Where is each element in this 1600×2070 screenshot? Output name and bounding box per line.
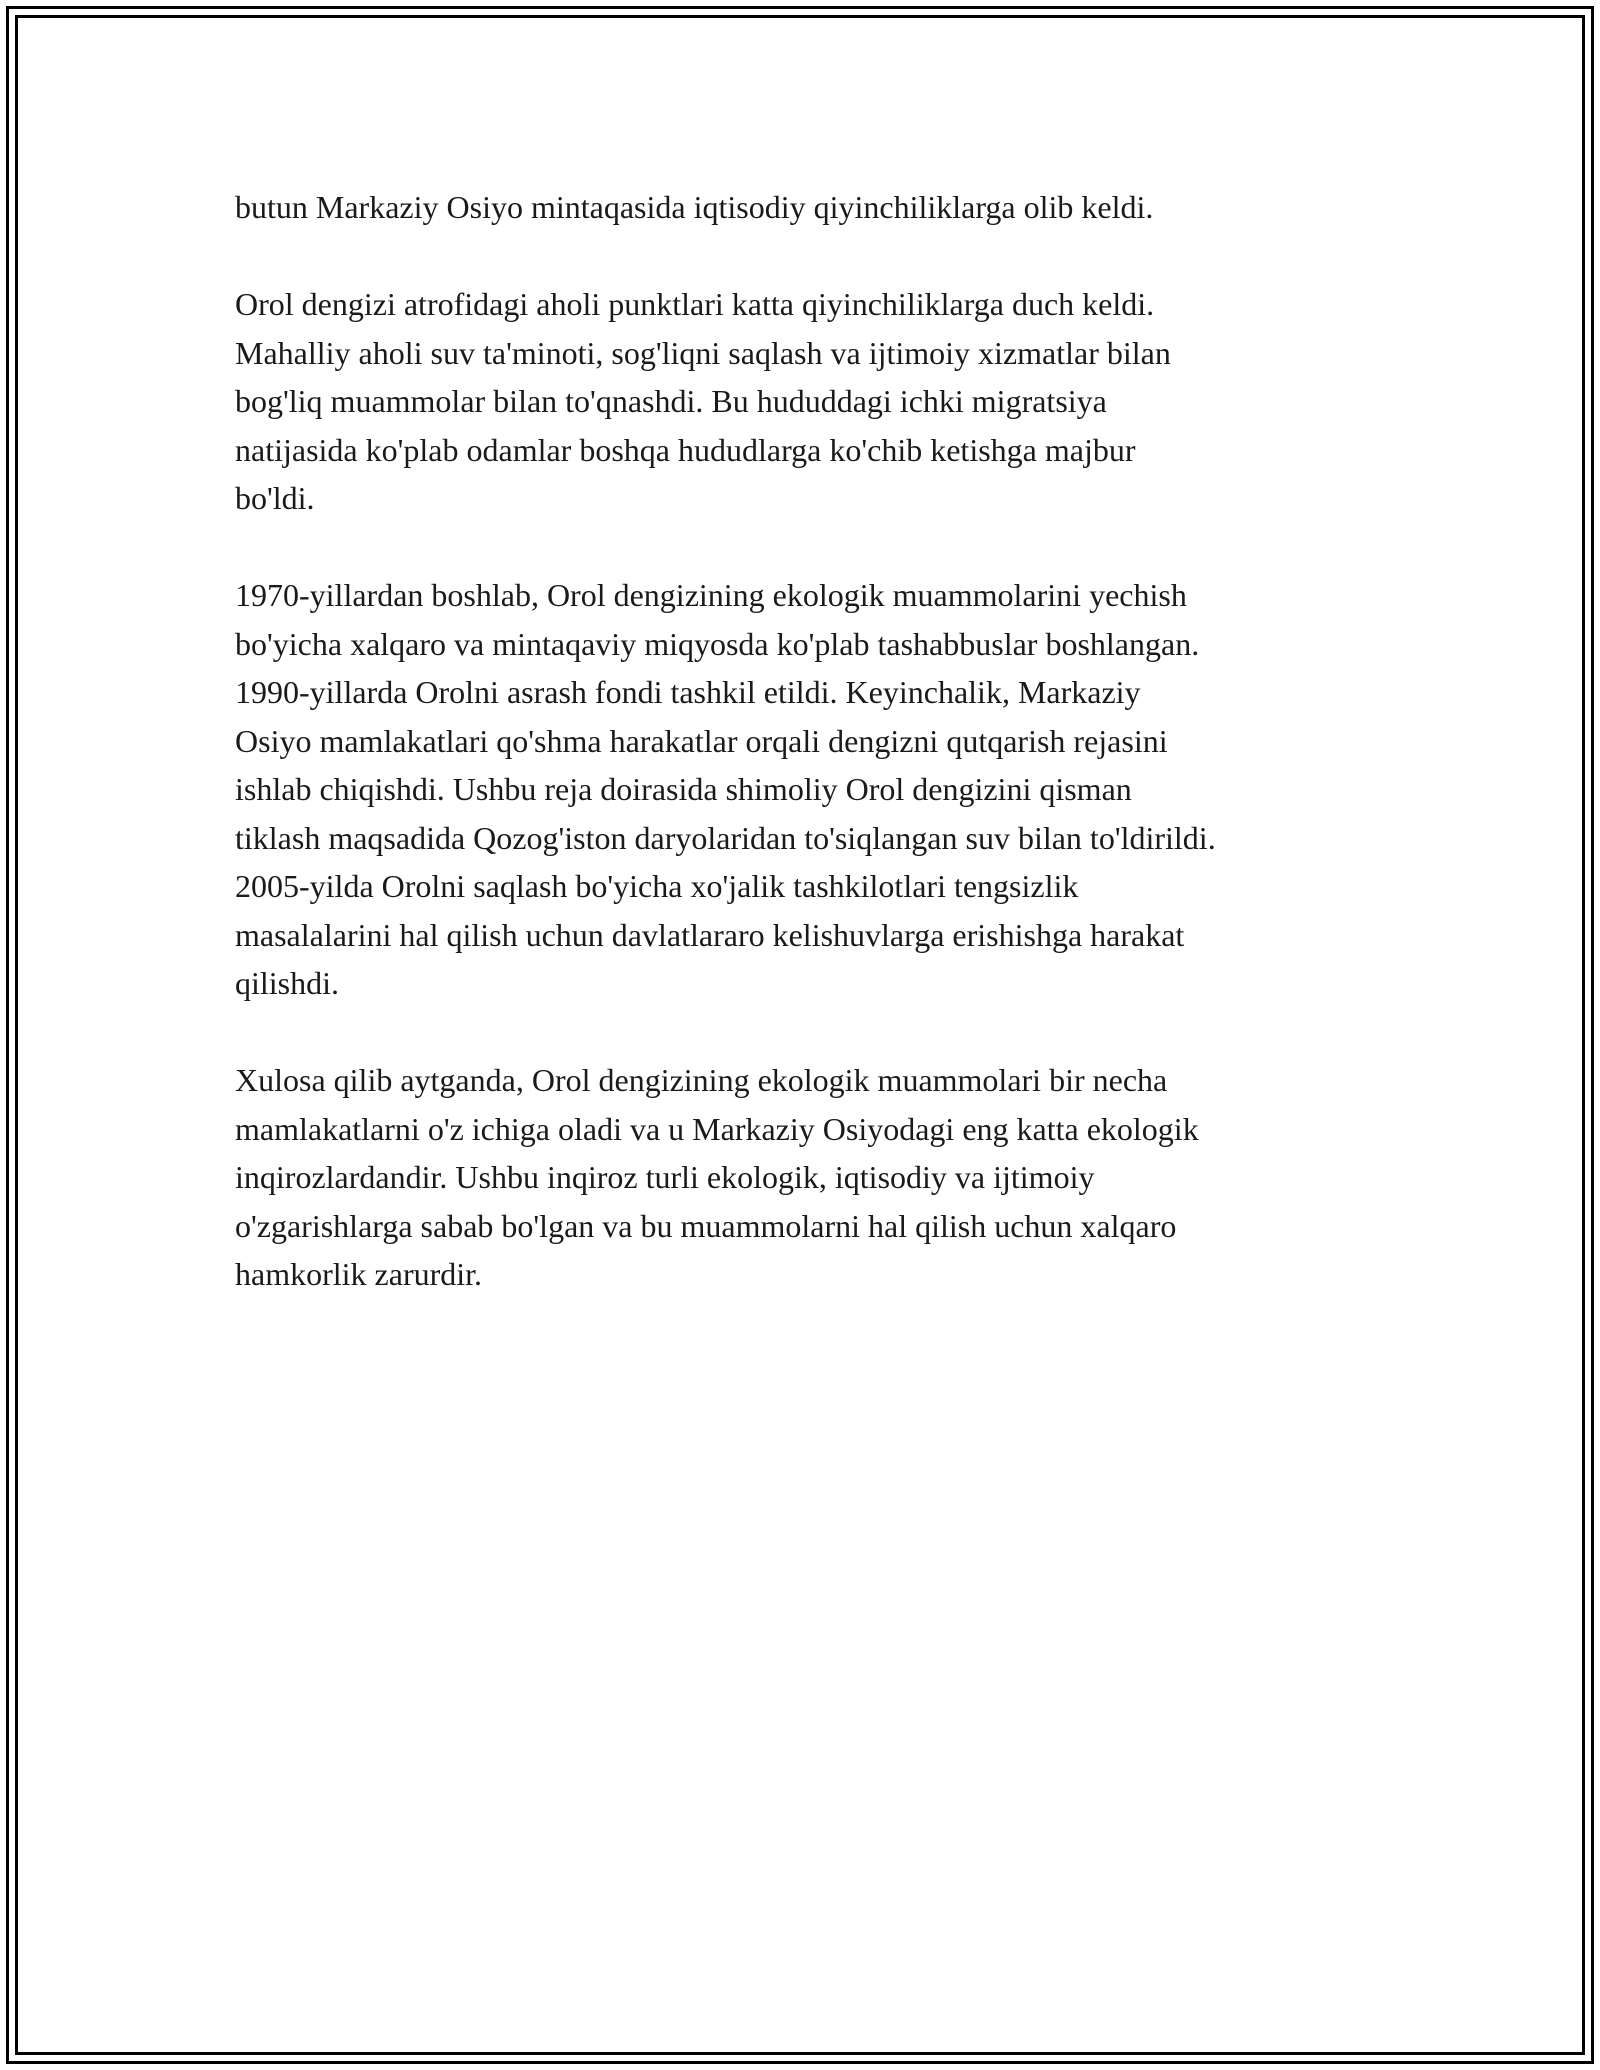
document-body — [235, 183, 1365, 1347]
paragraph — [235, 280, 1365, 523]
text-line: masalalarini hal qilish uchun davlatlararo kelishuvlarga erishishga harakat — [235, 916, 1185, 953]
paragraph — [235, 571, 1365, 1008]
text-line: bo'yicha xalqaro va mintaqaviy miqyosda ko'plab tashabbuslar boshlangan. — [235, 625, 1200, 662]
paragraph — [235, 1056, 1365, 1299]
text-line: inqirozlardandir. Ushbu inqiroz turli ekologik, iqtisodiy va ijtimoiy — [235, 1159, 1095, 1195]
text-line: bo'ldi. — [235, 480, 315, 516]
text-line: Xulosa qilib aytganda, Orol dengizining ekologik muammolari bir necha — [235, 1062, 1168, 1098]
text-line: mamlakatlarni o'z ichiga oladi va u Markaziy Osiyodagi eng katta ekologik — [235, 1110, 1199, 1147]
paragraph — [235, 183, 1365, 232]
text-line: natijasida ko'plab odamlar boshqa hududlarga ko'chib ketishga majbur — [235, 431, 1136, 468]
text-line: Osiyo mamlakatlari qo'shma harakatlar orqali dengizni qutqarish rejasini — [235, 722, 1168, 759]
text-line: tiklash maqsadida Qozog'iston daryolaridan to'siqlangan suv bilan to'ldirildi. — [235, 819, 1216, 856]
text-line: 1970-yillardan boshlab, Orol dengizining ekologik muammolarini yechish — [235, 577, 1187, 613]
text-line: bog'liq muammolar bilan to'qnashdi. Bu hududdagi ichki migratsiya — [235, 383, 1107, 419]
text-line: hamkorlik zarurdir. — [235, 1256, 483, 1292]
text-line: qilishdi. — [235, 965, 340, 1001]
text-line: Mahalliy aholi suv ta'minoti, sog'liqni saqlash va ijtimoiy xizmatlar bilan — [235, 334, 1171, 371]
text-line: butun Markaziy Osiyo mintaqasida iqtisodiy qiyinchiliklarga olib keldi. — [235, 189, 1154, 225]
text-line: 2005-yilda Orolni saqlash bo'yicha xo'jalik tashkilotlari tengsizlik — [235, 868, 1079, 904]
text-line: o'zgarishlarga sabab bo'lgan va bu muammolarni hal qilish uchun xalqaro — [235, 1207, 1177, 1244]
text-line: 1990-yillarda Orolni asrash fondi tashkil etildi. Keyinchalik, Markaziy — [235, 674, 1141, 710]
text-line: Orol dengizi atrofidagi aholi punktlari katta qiyinchiliklarga duch keldi. — [235, 286, 1155, 322]
text-line: ishlab chiqishdi. Ushbu reja doirasida shimoliy Orol dengizini qisman — [235, 771, 1132, 807]
